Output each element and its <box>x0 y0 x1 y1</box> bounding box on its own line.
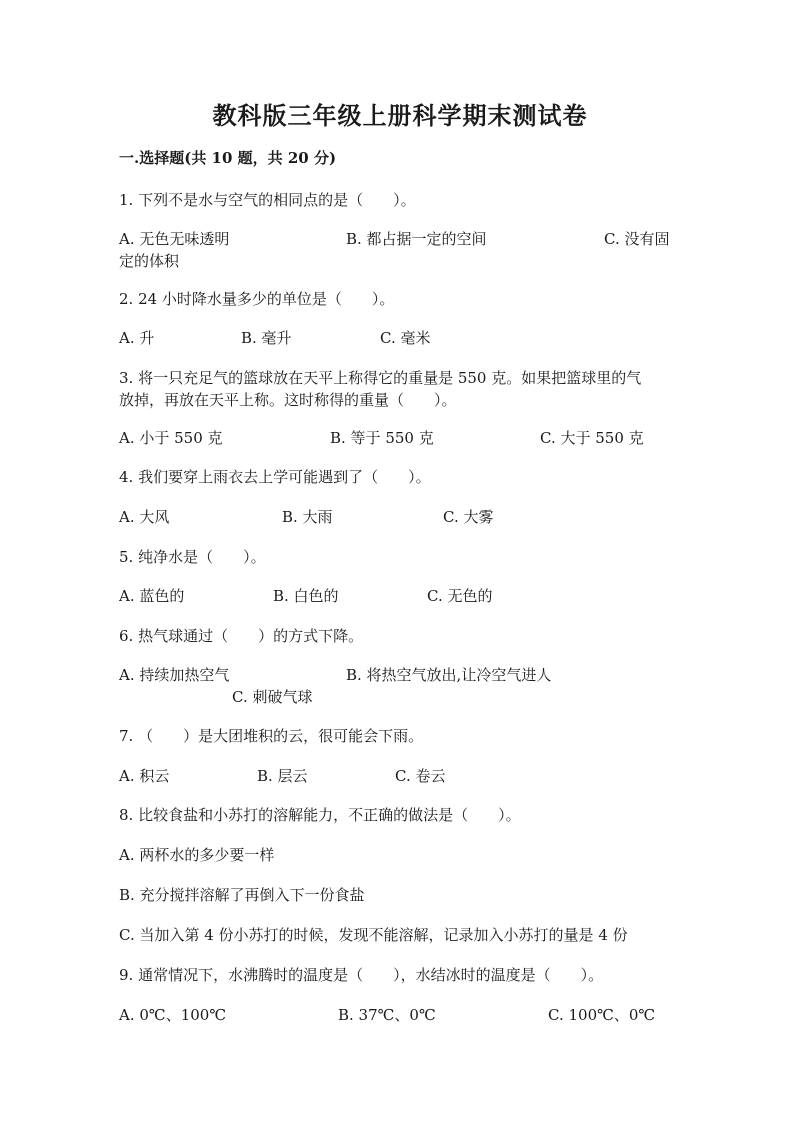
question-9-option-a: A. 0℃、100℃ <box>119 1006 227 1024</box>
question-4-option-b: B. 大雨 <box>282 508 333 526</box>
question-7-option-b: B. 层云 <box>257 767 308 785</box>
question-1-option-a: A. 无色无味透明 <box>119 230 230 248</box>
page-title: 教科版三年级上册科学期末测试卷 <box>212 101 588 130</box>
question-2-option-a: A. 升 <box>119 329 155 347</box>
question-2-option-b: B. 毫升 <box>241 329 292 347</box>
question-5-option-b: B. 白色的 <box>273 587 339 605</box>
question-5-option-c: C. 无色的 <box>427 587 493 605</box>
question-6-option-b: B. 将热空气放出,让冷空气进人 <box>346 666 552 684</box>
question-6-option-c: C. 刺破气球 <box>232 688 313 706</box>
question-3-option-c: C. 大于 550 克 <box>540 429 644 447</box>
section-heading: 一.选择题(共 10 题，共 20 分) <box>119 149 337 167</box>
question-1-option-c-wrap: 定的体积 <box>119 252 180 270</box>
question-7-option-c: C. 卷云 <box>395 767 446 785</box>
question-9-option-c: C. 100℃、0℃ <box>548 1006 656 1024</box>
question-1-stem: 1. 下列不是水与空气的相同点的是（ ）。 <box>119 191 416 209</box>
question-5-option-a: A. 蓝色的 <box>119 587 185 605</box>
question-8-option-a: A. 两杯水的多少要一样 <box>119 846 275 864</box>
question-2-stem: 2. 24 小时降水量多少的单位是（ ）。 <box>119 290 395 308</box>
question-3-option-a: A. 小于 550 克 <box>119 429 223 447</box>
question-7-stem: 7. （ ）是大团堆积的云，很可能会下雨。 <box>119 727 424 745</box>
question-3-stem-line-2: 放掉，再放在天平上称。这时称得的重量（ ）。 <box>119 391 457 409</box>
question-1-option-c: C. 没有固 <box>604 230 670 248</box>
question-8-stem: 8. 比较食盐和小苏打的溶解能力，不正确的做法是（ ）。 <box>119 806 521 824</box>
question-2-option-c: C. 毫米 <box>380 329 431 347</box>
question-4-stem: 4. 我们要穿上雨衣去上学可能遇到了（ ）。 <box>119 468 431 486</box>
question-9-option-b: B. 37℃、0℃ <box>338 1006 436 1024</box>
question-8-option-b: B. 充分搅拌溶解了再倒入下一份食盐 <box>119 886 365 904</box>
question-3-stem-line-1: 3. 将一只充足气的篮球放在天平上称得它的重量是 550 克。如果把篮球里的气 <box>119 369 642 387</box>
question-7-option-a: A. 积云 <box>119 767 170 785</box>
question-3-option-b: B. 等于 550 克 <box>330 429 434 447</box>
question-6-stem: 6. 热气球通过（ ）的方式下降。 <box>119 627 364 645</box>
question-8-option-c: C. 当加入第 4 份小苏打的时候，发现不能溶解，记录加入小苏打的量是 4 份 <box>119 926 628 944</box>
question-5-stem: 5. 纯净水是（ ）。 <box>119 548 266 566</box>
question-4-option-c: C. 大雾 <box>443 508 494 526</box>
question-6-option-a: A. 持续加热空气 <box>119 666 230 684</box>
question-4-option-a: A. 大风 <box>119 508 170 526</box>
question-1-option-b: B. 都占据一定的空间 <box>346 230 487 248</box>
question-9-stem: 9. 通常情况下，水沸腾时的温度是（ ），水结冰时的温度是（ ）。 <box>119 966 604 984</box>
